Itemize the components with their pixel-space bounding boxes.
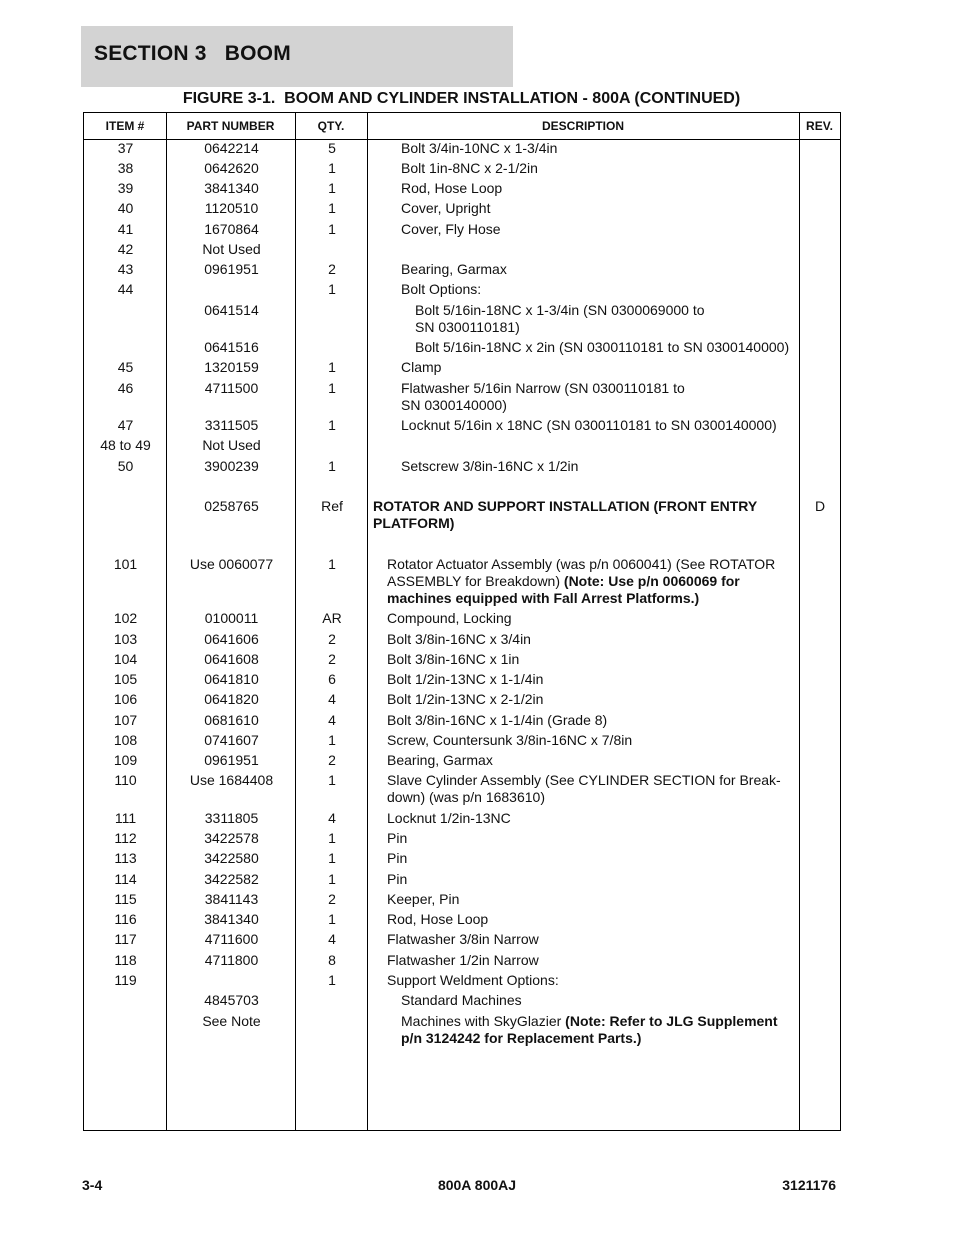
item-cell: 101 xyxy=(113,556,138,572)
qty-cell: 6 xyxy=(328,671,336,687)
description-cell xyxy=(387,952,798,969)
description-cell xyxy=(387,556,798,607)
description-cell xyxy=(401,180,798,197)
item-cell: 45 xyxy=(117,359,134,375)
qty-cell: 2 xyxy=(328,651,336,667)
description-cell xyxy=(401,417,798,434)
item-cell: 111 xyxy=(114,810,137,826)
description-cell xyxy=(387,871,798,888)
description-text: Rotator Actuator Assembly (was p/n 0060041) (See ROTATOR xyxy=(387,556,776,572)
part-number-cell: 3422578 xyxy=(204,830,259,846)
qty-cell: 1 xyxy=(328,221,336,237)
description-text: Machines with SkyGlazier xyxy=(401,1013,566,1029)
description-text: down) (was p/n 1683610) xyxy=(387,789,545,805)
description-text: Bolt 1in-8NC x 2-1/2in xyxy=(401,160,538,176)
part-number-cell: 3841340 xyxy=(204,180,259,196)
part-number-cell: 1120510 xyxy=(204,200,259,216)
header-part-number: PART NUMBER xyxy=(186,119,275,133)
qty-cell: 1 xyxy=(328,772,336,788)
document-number: 3121176 xyxy=(782,1177,836,1193)
description-text: Pin xyxy=(387,830,408,846)
description-cell xyxy=(387,891,798,908)
description-text: Slave Cylinder Assembly (See CYLINDER SECTION for Break- xyxy=(387,772,781,788)
description-text: Cover, Fly Hose xyxy=(401,221,501,237)
description-text: Flatwasher 1/2in Narrow xyxy=(387,952,539,968)
description-cell xyxy=(401,281,798,298)
header-description: DESCRIPTION xyxy=(541,119,624,133)
part-number-cell: 0642214 xyxy=(204,140,259,156)
item-cell: 109 xyxy=(113,752,138,768)
item-cell: 106 xyxy=(113,691,138,707)
item-cell: 118 xyxy=(114,952,137,968)
description-text: Bolt 3/8in-16NC x 1-1/4in (Grade 8) xyxy=(387,712,608,728)
part-number-cell: 0681610 xyxy=(204,712,259,728)
description-cell xyxy=(401,1013,798,1047)
part-number-cell: Not Used xyxy=(202,241,261,257)
part-number-cell: 0741607 xyxy=(204,732,259,748)
header-rev: REV. xyxy=(806,119,833,133)
part-number-cell: Use 1684408 xyxy=(189,772,274,788)
description-text: Keeper, Pin xyxy=(387,891,460,907)
part-number-cell: 0641606 xyxy=(204,631,259,647)
description-cell xyxy=(387,911,798,928)
item-cell: 113 xyxy=(114,850,137,866)
description-note: machines equipped with Fall Arrest Platforms.) xyxy=(387,590,700,606)
part-number-cell: 0641516 xyxy=(204,339,259,355)
column-divider xyxy=(799,113,800,1130)
qty-cell: 1 xyxy=(328,972,336,988)
part-number-cell: 0641820 xyxy=(204,691,259,707)
item-cell: 44 xyxy=(117,281,134,297)
description-cell xyxy=(401,359,798,376)
section-banner xyxy=(81,26,513,87)
item-cell: 48 to 49 xyxy=(100,437,151,453)
description-text: Bearing, Garmax xyxy=(401,261,507,277)
qty-cell: 4 xyxy=(328,931,336,947)
description-text: Bearing, Garmax xyxy=(387,752,493,768)
description-cell xyxy=(401,458,798,475)
item-cell: 50 xyxy=(117,458,134,474)
part-number-cell: 0961951 xyxy=(204,261,259,277)
description-cell xyxy=(387,691,798,708)
description-text: Bolt 3/8in-16NC x 3/4in xyxy=(387,631,531,647)
qty-cell: 1 xyxy=(328,556,336,572)
item-cell: 114 xyxy=(114,871,137,887)
description-cell xyxy=(387,651,798,668)
qty-cell: Ref xyxy=(321,498,343,514)
description-text: Bolt Options: xyxy=(401,281,482,297)
part-number-cell: 0961951 xyxy=(204,752,259,768)
part-number-cell: 0641514 xyxy=(204,302,259,318)
description-text: PLATFORM) xyxy=(373,515,455,531)
part-number-cell: 4711800 xyxy=(204,952,259,968)
qty-cell: 1 xyxy=(328,160,336,176)
qty-cell: 1 xyxy=(328,871,336,887)
item-cell: 112 xyxy=(114,830,137,846)
part-number-cell: 3841143 xyxy=(204,891,259,907)
part-number-cell: 0641608 xyxy=(204,651,259,667)
description-text: Bolt 1/2in-13NC x 2-1/2in xyxy=(387,691,544,707)
description-cell xyxy=(387,752,798,769)
part-number-cell: 3422582 xyxy=(204,871,259,887)
description-cell xyxy=(387,631,798,648)
description-text: Rod, Hose Loop xyxy=(401,180,503,196)
part-number-cell: 4711500 xyxy=(204,380,259,396)
item-cell: 42 xyxy=(117,241,134,257)
description-text: Rod, Hose Loop xyxy=(387,911,489,927)
item-cell: 105 xyxy=(113,671,138,687)
qty-cell: 5 xyxy=(328,140,336,156)
description-note: p/n 3124242 for Replacement Parts.) xyxy=(401,1030,642,1046)
description-cell xyxy=(387,830,798,847)
description-cell xyxy=(387,810,798,827)
qty-cell: 2 xyxy=(328,631,336,647)
description-text: Bolt 3/4in-10NC x 1-3/4in xyxy=(401,140,558,156)
parts-table xyxy=(83,112,841,1131)
item-cell: 107 xyxy=(113,712,138,728)
description-text: Locknut 1/2in-13NC xyxy=(387,810,511,826)
item-cell: 115 xyxy=(114,891,137,907)
description-cell xyxy=(387,671,798,688)
description-cell xyxy=(415,339,798,356)
qty-cell: 1 xyxy=(328,911,336,927)
qty-cell: 1 xyxy=(328,830,336,846)
qty-cell: 1 xyxy=(328,417,336,433)
item-cell: 103 xyxy=(113,631,138,647)
qty-cell: 4 xyxy=(328,712,336,728)
description-text: Bolt 5/16in-18NC x 2in (SN 0300110181 to SN 0300140000) xyxy=(415,339,790,355)
item-cell: 117 xyxy=(114,931,137,947)
page-number: 3-4 xyxy=(82,1177,103,1193)
qty-cell: 2 xyxy=(328,261,336,277)
description-text: Support Weldment Options: xyxy=(387,972,559,988)
description-text: Bolt 3/8in-16NC x 1in xyxy=(387,651,520,667)
part-number-cell: 3422580 xyxy=(204,850,259,866)
item-cell: 119 xyxy=(114,972,137,988)
description-note: (Note: Refer to JLG Supplement xyxy=(565,1013,778,1029)
description-cell xyxy=(401,140,798,157)
qty-cell: 1 xyxy=(328,359,336,375)
description-text: Clamp xyxy=(401,359,442,375)
item-cell: 38 xyxy=(117,160,134,176)
description-cell xyxy=(387,712,798,729)
description-cell xyxy=(401,261,798,278)
part-number-cell: 1670864 xyxy=(204,221,259,237)
figure-title: FIGURE 3-1. BOOM AND CYLINDER INSTALLATION - 800A (CONTINUED) xyxy=(182,90,741,107)
description-text: SN 0300110181) xyxy=(415,319,520,335)
description-text: Pin xyxy=(387,850,408,866)
item-cell: 43 xyxy=(117,261,134,277)
description-text: Locknut 5/16in x 18NC (SN 0300110181 to SN 0300140000) xyxy=(401,417,777,433)
description-text: Compound, Locking xyxy=(387,610,512,626)
description-text: Pin xyxy=(387,871,408,887)
description-text: Flatwasher 3/8in Narrow xyxy=(387,931,539,947)
section-title: SECTION 3 BOOM xyxy=(94,42,291,65)
description-cell xyxy=(387,610,798,627)
part-number-cell: 4845703 xyxy=(204,992,259,1008)
item-cell: 46 xyxy=(117,380,134,396)
description-cell xyxy=(387,850,798,867)
description-cell xyxy=(387,972,798,989)
part-number-cell: Use 0060077 xyxy=(189,556,274,572)
description-text: Cover, Upright xyxy=(401,200,491,216)
description-text: ASSEMBLY for Breakdown) xyxy=(387,573,564,589)
part-number-cell: 3900239 xyxy=(204,458,259,474)
item-cell: 110 xyxy=(114,772,137,788)
part-number-cell: 0100011 xyxy=(204,610,259,626)
qty-cell: 1 xyxy=(328,458,336,474)
item-cell: 47 xyxy=(117,417,134,433)
qty-cell: 1 xyxy=(328,180,336,196)
rev-cell: D xyxy=(814,498,826,514)
item-cell: 116 xyxy=(114,911,137,927)
description-cell xyxy=(401,992,798,1009)
description-text: SN 0300140000) xyxy=(401,397,507,413)
item-cell: 102 xyxy=(113,610,138,626)
qty-cell: 1 xyxy=(328,281,336,297)
item-cell: 39 xyxy=(117,180,134,196)
description-text: Bolt 1/2in-13NC x 1-1/4in xyxy=(387,671,544,687)
qty-cell: 1 xyxy=(328,380,336,396)
description-cell xyxy=(387,732,798,749)
qty-cell: 2 xyxy=(328,891,336,907)
item-cell: 108 xyxy=(113,732,138,748)
qty-cell: 1 xyxy=(328,732,336,748)
part-number-cell: 0641810 xyxy=(204,671,259,687)
header-item: ITEM # xyxy=(105,119,145,133)
part-number-cell: 4711600 xyxy=(204,931,259,947)
part-number-cell: 1320159 xyxy=(204,359,259,375)
description-cell xyxy=(401,160,798,177)
description-text: Flatwasher 5/16in Narrow (SN 0300110181 to xyxy=(401,380,685,396)
description-text: ROTATOR AND SUPPORT INSTALLATION (FRONT ENTRY xyxy=(373,498,758,514)
description-cell xyxy=(401,200,798,217)
qty-cell: 1 xyxy=(328,850,336,866)
description-cell xyxy=(373,498,798,532)
part-number-cell: 3841340 xyxy=(204,911,259,927)
description-cell xyxy=(387,931,798,948)
qty-cell: 4 xyxy=(328,691,336,707)
item-cell: 37 xyxy=(117,140,134,156)
qty-cell: AR xyxy=(322,610,342,626)
item-cell: 104 xyxy=(113,651,138,667)
part-number-cell: 3311805 xyxy=(204,810,259,826)
model-number: 800A 800AJ xyxy=(437,1177,517,1193)
description-cell xyxy=(387,772,798,806)
qty-cell: 2 xyxy=(328,752,336,768)
qty-cell: 4 xyxy=(328,810,336,826)
description-cell xyxy=(415,302,798,336)
description-text: Setscrew 3/8in-16NC x 1/2in xyxy=(401,458,579,474)
qty-cell: 1 xyxy=(328,200,336,216)
header-qty: QTY. xyxy=(317,119,345,133)
description-cell xyxy=(401,380,798,414)
qty-cell: 8 xyxy=(328,952,336,968)
part-number-cell: Not Used xyxy=(202,437,261,453)
description-text: Standard Machines xyxy=(401,992,522,1008)
item-cell: 41 xyxy=(117,221,134,237)
part-number-cell: 0642620 xyxy=(204,160,259,176)
part-number-cell: 3311505 xyxy=(204,417,259,433)
part-number-cell: See Note xyxy=(202,1013,261,1029)
description-text: Screw, Countersunk 3/8in-16NC x 7/8in xyxy=(387,732,633,748)
description-text: Bolt 5/16in-18NC x 1-3/4in (SN 0300069000 to xyxy=(415,302,705,318)
part-number-cell: 0258765 xyxy=(204,498,259,514)
item-cell: 40 xyxy=(117,200,134,216)
description-cell xyxy=(401,221,798,238)
description-note: (Note: Use p/n 0060069 for xyxy=(563,573,740,589)
